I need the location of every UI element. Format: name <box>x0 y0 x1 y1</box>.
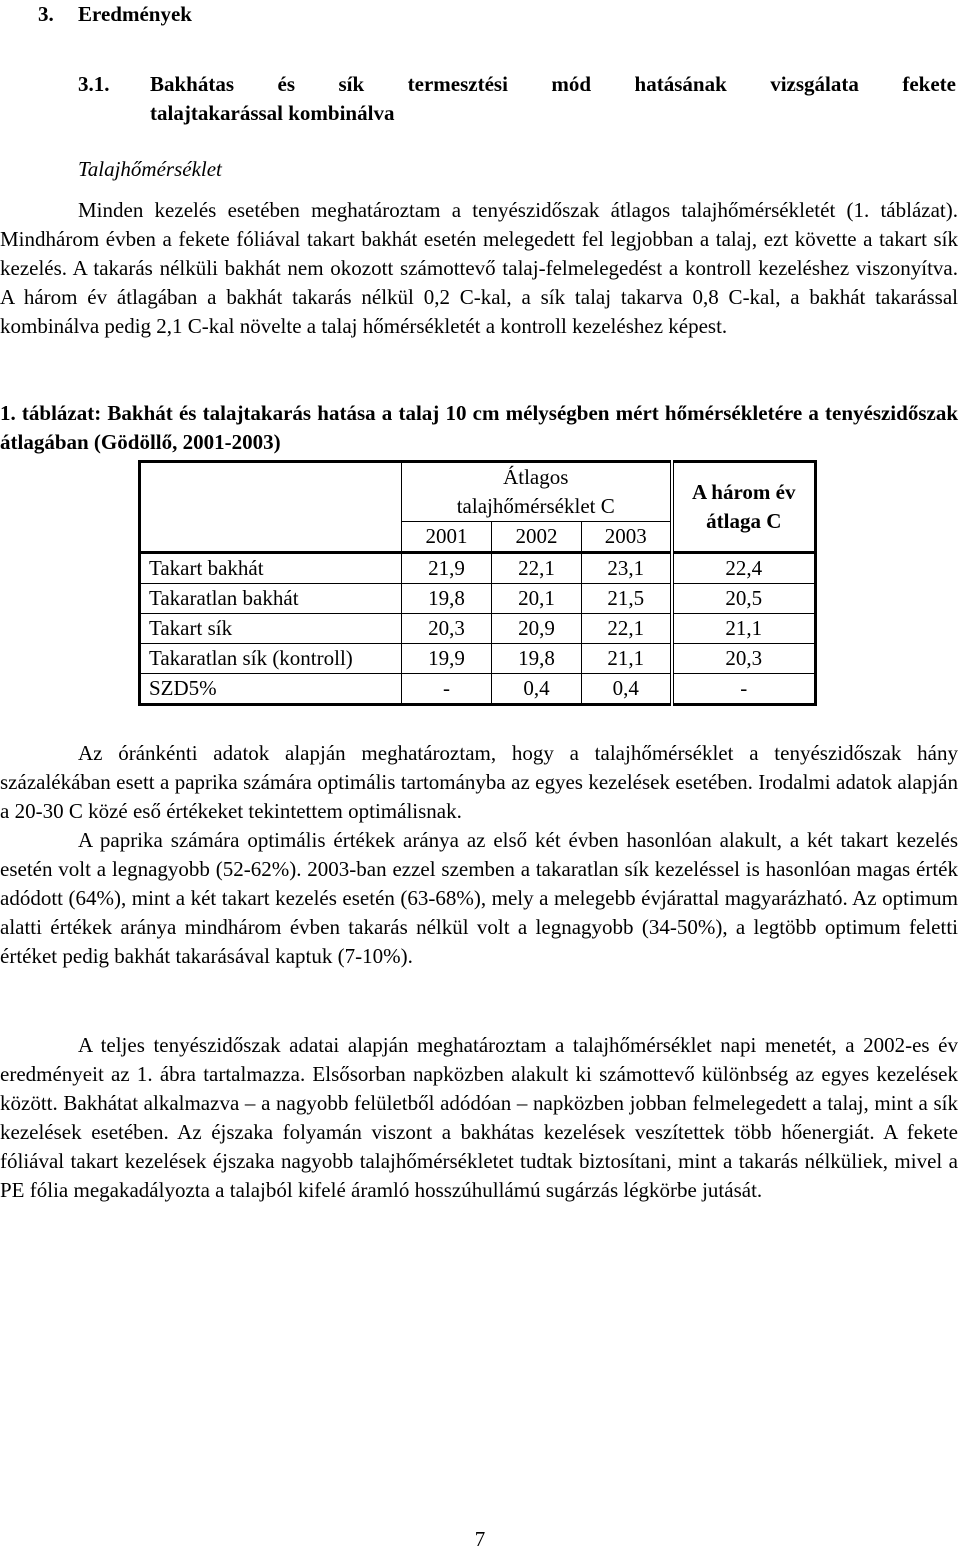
table-cell-average: 22,4 <box>672 553 816 584</box>
table-row-label: Takaratlan bakhát <box>140 584 402 614</box>
table-cell-2003: 23,1 <box>582 553 672 584</box>
table-row <box>140 644 816 674</box>
paragraph-daily <box>0 1031 958 1205</box>
temperature-table <box>138 460 817 706</box>
table-cell-2001: 21,9 <box>402 553 492 584</box>
table-row-label: Takaratlan sík (kontroll) <box>140 644 402 674</box>
table-cell-average: - <box>672 674 816 705</box>
table-header-average <box>402 462 672 522</box>
table-year-2001: 2001 <box>402 522 492 553</box>
table-cell-2002: 20,9 <box>492 614 582 644</box>
table-cell-average: 20,5 <box>672 584 816 614</box>
section-title-line2: talajtakarással kombinálva <box>150 101 395 125</box>
table-cell-2002: 20,1 <box>492 584 582 614</box>
subsection-heading: Talajhőmérséklet <box>78 157 222 181</box>
table-cell-2002: 19,8 <box>492 644 582 674</box>
section-number: 3.1. <box>78 72 110 96</box>
table-header-three-year-line2: átlaga C <box>706 509 782 533</box>
table-cell-2003: 22,1 <box>582 614 672 644</box>
table-cell-average: 20,3 <box>672 644 816 674</box>
table-cell-2003: 21,5 <box>582 584 672 614</box>
paragraph-intro-text: Minden kezelés esetében meghatároztam a tenyészidőszak átlagos talajhőmérsékletét (1. táblázat). Mindhárom évben a fekete fóliával takart bakhát esetén melegedett fel legjobban a talaj, ezt követte a takart sík kezelés. A takarás nélküli bakhát nem okozott számottevő talaj-felmelegedést a kontroll kezeléshez viszonyítva. A három év átlagában a bakhát takarás nélkül 0,2 C-kal, a sík talaj takarva 0,8 C-kal, a bakhát takarással kombinálva pedig 2,1 C-kal növelte a talaj hőmérsékletét a kontroll kezeléshez képest. <box>0 198 958 338</box>
table-cell-average: 21,1 <box>672 614 816 644</box>
table-cell-2001: 19,9 <box>402 644 492 674</box>
table-cell-2001: - <box>402 674 492 705</box>
table-header-average-line2: talajhőmérséklet C <box>456 494 615 518</box>
chapter-title: Eredmények <box>78 2 192 26</box>
table-cell-2003: 21,1 <box>582 644 672 674</box>
table-row <box>140 584 816 614</box>
paragraph-intro <box>0 196 958 341</box>
table-cell-2001: 19,8 <box>402 584 492 614</box>
table-row <box>140 614 816 644</box>
table-cell-2001: 20,3 <box>402 614 492 644</box>
table-header-three-year <box>672 462 816 553</box>
table-header-three-year-line1: A három év <box>692 480 796 504</box>
table-row <box>140 553 816 584</box>
chapter-number: 3. <box>38 2 54 26</box>
table-year-2003: 2003 <box>582 522 672 553</box>
table-cell-2002: 0,4 <box>492 674 582 705</box>
paragraph-optimal-text: A paprika számára optimális értékek aránya az első két évben hasonlóan alakult, a két takart kezelés esetén volt a legnagyobb (52-62%). 2003-ban ezzel szemben a takaratlan sík kezeléssel is hasonlóan magas érték adódott (64%), mint a két takart kezelés esetén (63-68%), mely a melegebb évjárattal magyarázható. Az optimum alatti értékek aránya mindhárom évben takarás nélkül volt a legnagyobb (34-50%), a legtöbb optimum feletti értéket pedig bakhát takarásával kaptuk (7-10%). <box>0 828 958 968</box>
table-header-row <box>140 462 816 522</box>
table-caption: 1. táblázat: Bakhát és talajtakarás hatása a talaj 10 cm mélységben mért hőmérsékletére a tenyészidőszak átlagában (Gödöllő, 2001-2003) <box>0 401 958 454</box>
paragraph-hourly <box>0 739 958 826</box>
paragraph-daily-text: A teljes tenyészidőszak adatai alapján meghatároztam a talajhőmérséklet napi menetét, a 2002-es év eredményeit az 1. ábra tartalmazza. Elsősorban napközben alakult ki számottevő különbség az egyes kezelések között. Bakhátat alkalmazva – a nagyobb felületből adódóan – napközben jobban felmelegedett a talaj, mint a sík kezelések esetében. Az éjszaka folyamán viszont a bakhátas kezelések veszítettek több hőenergiát. A fekete fóliával takart kezelések éjszaka nagyobb talajhőmérsékletet tudtak biztosítani, mint a takarás nélküliek, mivel a PE fólia megakadályozta a talajból kifelé áramló hosszúhullámú sugárzás légkörbe jutását. <box>0 1033 958 1202</box>
table-row-label: SZD5% <box>140 674 402 705</box>
table-row-label: Takart bakhát <box>140 553 402 584</box>
section-title-line1: Bakhátas és sík termesztési mód hatásának vizsgálata fekete <box>150 72 956 96</box>
table-year-2002: 2002 <box>492 522 582 553</box>
table-header-empty <box>140 462 402 553</box>
paragraph-hourly-text: Az óránkénti adatok alapján meghatároztam, hogy a talajhőmérséklet a tenyészidőszak hány százalékában esett a paprika számára optimális tartományba az egyes kezelések esetében. Irodalmi adatok alapján a 20-30 C közé eső értékeket tekintettem optimálisnak. <box>0 741 958 823</box>
table-cell-2003: 0,4 <box>582 674 672 705</box>
chapter-heading <box>38 2 192 27</box>
table-cell-2002: 22,1 <box>492 553 582 584</box>
paragraph-optimal <box>0 826 958 971</box>
table-row-label: Takart sík <box>140 614 402 644</box>
table-row <box>140 674 816 705</box>
table-header-average-line1: Átlagos <box>503 465 569 489</box>
page-number: 7 <box>474 1527 486 1551</box>
